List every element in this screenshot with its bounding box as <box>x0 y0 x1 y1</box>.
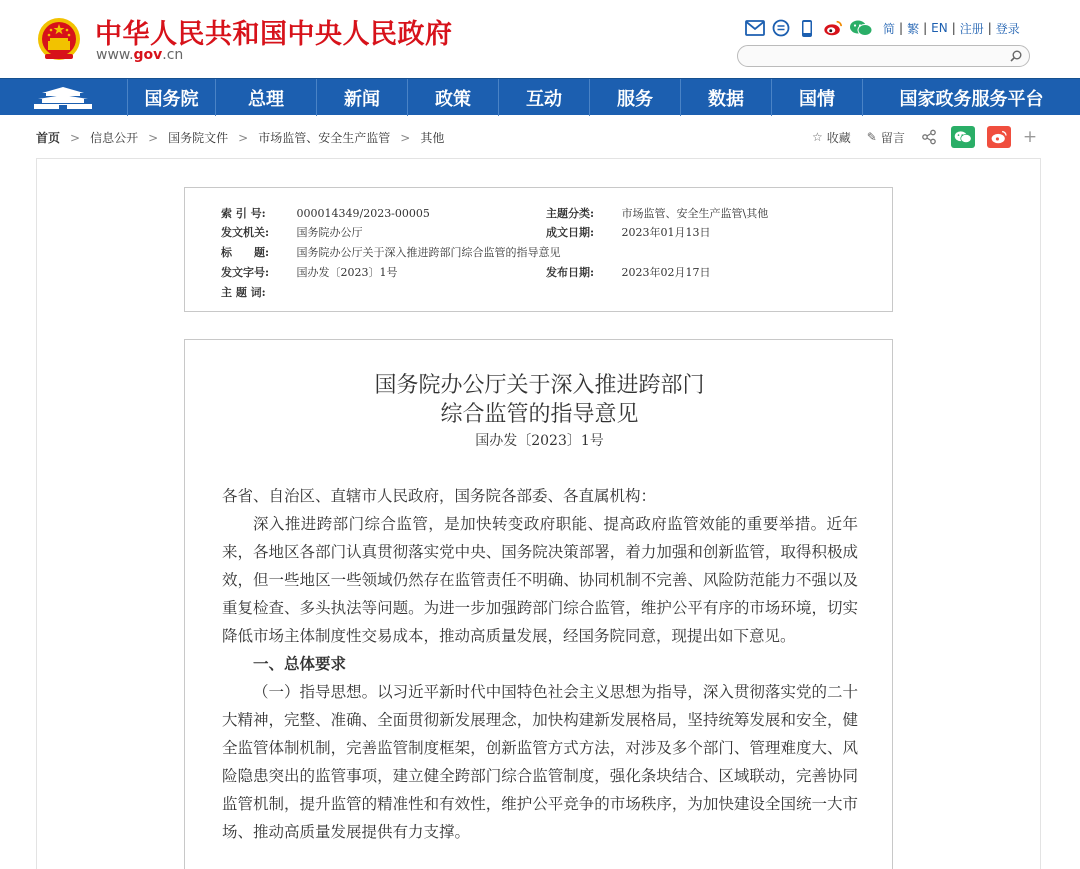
topic-label: 主题分类: <box>546 207 595 220</box>
doc-number-label: 发文字号: <box>221 266 270 279</box>
breadcrumb-separator: > <box>238 130 249 145</box>
document-title-line1: 国务院办公厅关于深入推进跨部门 <box>374 373 705 398</box>
pencil-icon: ✎ <box>866 130 877 144</box>
separator: | <box>923 21 928 35</box>
breadcrumb-separator: > <box>400 130 411 145</box>
main-nav <box>0 78 1080 115</box>
header-toolbar <box>745 17 1024 39</box>
search-input[interactable] <box>748 47 998 65</box>
mail-icon[interactable] <box>745 18 765 38</box>
nav-item-gov-services-platform[interactable]: 国家政务服务平台 <box>862 79 1080 116</box>
favorite-label: 收藏 <box>826 130 851 145</box>
doc-number-value: 国办发〔2023〕1号 <box>296 266 398 279</box>
search-box <box>737 45 1030 67</box>
separator: | <box>899 21 904 35</box>
separator: | <box>951 21 956 35</box>
created-date-label: 成文日期: <box>546 226 595 239</box>
mobile-icon[interactable] <box>797 18 817 38</box>
breadcrumb <box>36 129 444 146</box>
nav-item-news[interactable]: 新闻 <box>316 79 407 116</box>
title-value: 国务院办公厅关于深入推进跨部门综合监管的指导意见 <box>296 246 561 259</box>
favorite-button[interactable] <box>812 129 851 146</box>
search-icon[interactable] <box>1009 49 1023 63</box>
document-text <box>222 482 858 846</box>
weibo-icon[interactable] <box>823 18 843 38</box>
index-label: 索 引 号: <box>221 207 266 220</box>
index-value: 000014349/2023-00005 <box>296 207 430 220</box>
tiananmen-icon <box>32 85 94 111</box>
register-link[interactable]: 注册 <box>959 21 984 36</box>
share-icon[interactable] <box>921 129 937 145</box>
nav-home[interactable] <box>0 79 126 116</box>
breadcrumb-separator: > <box>148 130 159 145</box>
breadcrumb-other[interactable]: 其他 <box>420 131 445 145</box>
lang-traditional-link[interactable]: 繁 <box>907 21 920 36</box>
nav-item-services[interactable]: 服务 <box>589 79 680 116</box>
lang-simplified-link[interactable]: 简 <box>883 21 896 36</box>
breadcrumb-market-supervision[interactable]: 市场监管、安全生产监管 <box>258 131 391 145</box>
paragraph: （一）指导思想。以习近平新时代中国特色社会主义思想为指导，深入贯彻落实党的二十大精神，完整、准确、全面贯彻新发展理念，加快构建新发展格局，坚持统筹发展和安全，健全监管体制机制，完善监管制度框架，创新监管方式方法，对涉及多个部门、管理难度大、风险隐患突出的监管事项，建立健全跨部门综合监管制度，强化条块结合、区域联动，完善协同监管机制，提升监管的精准性和有效性，维护公平竞争的市场秩序，为加快建设全国统一大市场、推动高质量发展提供有力支撑。 <box>222 683 858 841</box>
breadcrumb-separator: > <box>70 130 81 145</box>
nav-item-national-info[interactable]: 国情 <box>771 79 862 116</box>
document-title-line2: 综合监管的指导意见 <box>440 402 639 427</box>
breadcrumb-state-council-docs[interactable]: 国务院文件 <box>168 131 229 145</box>
wechat-share-icon[interactable] <box>951 126 975 148</box>
site-title[interactable]: 中华人民共和国中央人民政府 <box>95 19 453 50</box>
issuer-value: 国务院办公厅 <box>296 226 363 239</box>
login-link[interactable]: 登录 <box>995 21 1020 36</box>
published-date-value: 2023年02月17日 <box>621 266 711 279</box>
issuer-label: 发文机关: <box>221 226 270 239</box>
more-share-icon[interactable]: + <box>1022 127 1038 147</box>
breadcrumb-home[interactable]: 首页 <box>36 131 61 145</box>
section-heading: 一、总体要求 <box>253 654 347 673</box>
site-url-suffix: .cn <box>162 47 184 63</box>
breadcrumb-info-disclosure[interactable]: 信息公开 <box>90 131 139 145</box>
salutation: 各省、自治区、直辖市人民政府，国务院各部委、各直属机构： <box>222 487 657 505</box>
nav-item-interaction[interactable]: 互动 <box>498 79 589 116</box>
title-label: 标 题: <box>221 246 270 259</box>
separator: | <box>987 21 992 35</box>
nav-item-premier[interactable]: 总理 <box>215 79 316 116</box>
lang-english-link[interactable]: EN <box>931 21 948 35</box>
star-icon: ☆ <box>812 130 823 144</box>
keywords-label: 主 题 词: <box>221 286 266 299</box>
document-body-box <box>184 339 893 869</box>
weibo-share-icon[interactable] <box>987 126 1011 148</box>
national-emblem-icon[interactable] <box>36 14 82 64</box>
nav-item-policies[interactable]: 政策 <box>407 79 498 116</box>
document-metadata-box <box>184 187 893 312</box>
nav-item-data[interactable]: 数据 <box>680 79 771 116</box>
created-date-value: 2023年01月13日 <box>621 226 711 239</box>
share-bar <box>812 124 1037 150</box>
site-url-brand: gov <box>133 47 163 63</box>
chat-icon[interactable] <box>771 18 791 38</box>
nav-item-state-council[interactable]: 国务院 <box>127 79 215 116</box>
document-number: 国办发〔2023〕1号 <box>475 433 604 449</box>
published-date-label: 发布日期: <box>546 266 595 279</box>
paragraph: 深入推进跨部门综合监管，是加快转变政府职能、提高政府监管效能的重要举措。近年来，各地区各部门认真贯彻落实党中央、国务院决策部署，着力加强和创新监管，取得积极成效，但一些地区一些领域仍然存在监管责任不明确、协同机制不完善、风险防范能力不强以及重复检查、多头执法等问题。为进一步加强跨部门综合监管，维护公平有序的市场环境，切实降低市场主体制度性交易成本，推动高质量发展，经国务院同意，现提出如下意见。 <box>222 515 858 645</box>
site-header <box>0 0 1080 78</box>
comment-button[interactable] <box>867 129 905 146</box>
wechat-icon[interactable] <box>849 18 873 38</box>
site-url-prefix: www. <box>96 47 134 63</box>
comment-label: 留言 <box>880 130 905 145</box>
topic-value: 市场监管、安全生产监管\其他 <box>621 207 769 220</box>
site-url[interactable] <box>96 47 183 63</box>
